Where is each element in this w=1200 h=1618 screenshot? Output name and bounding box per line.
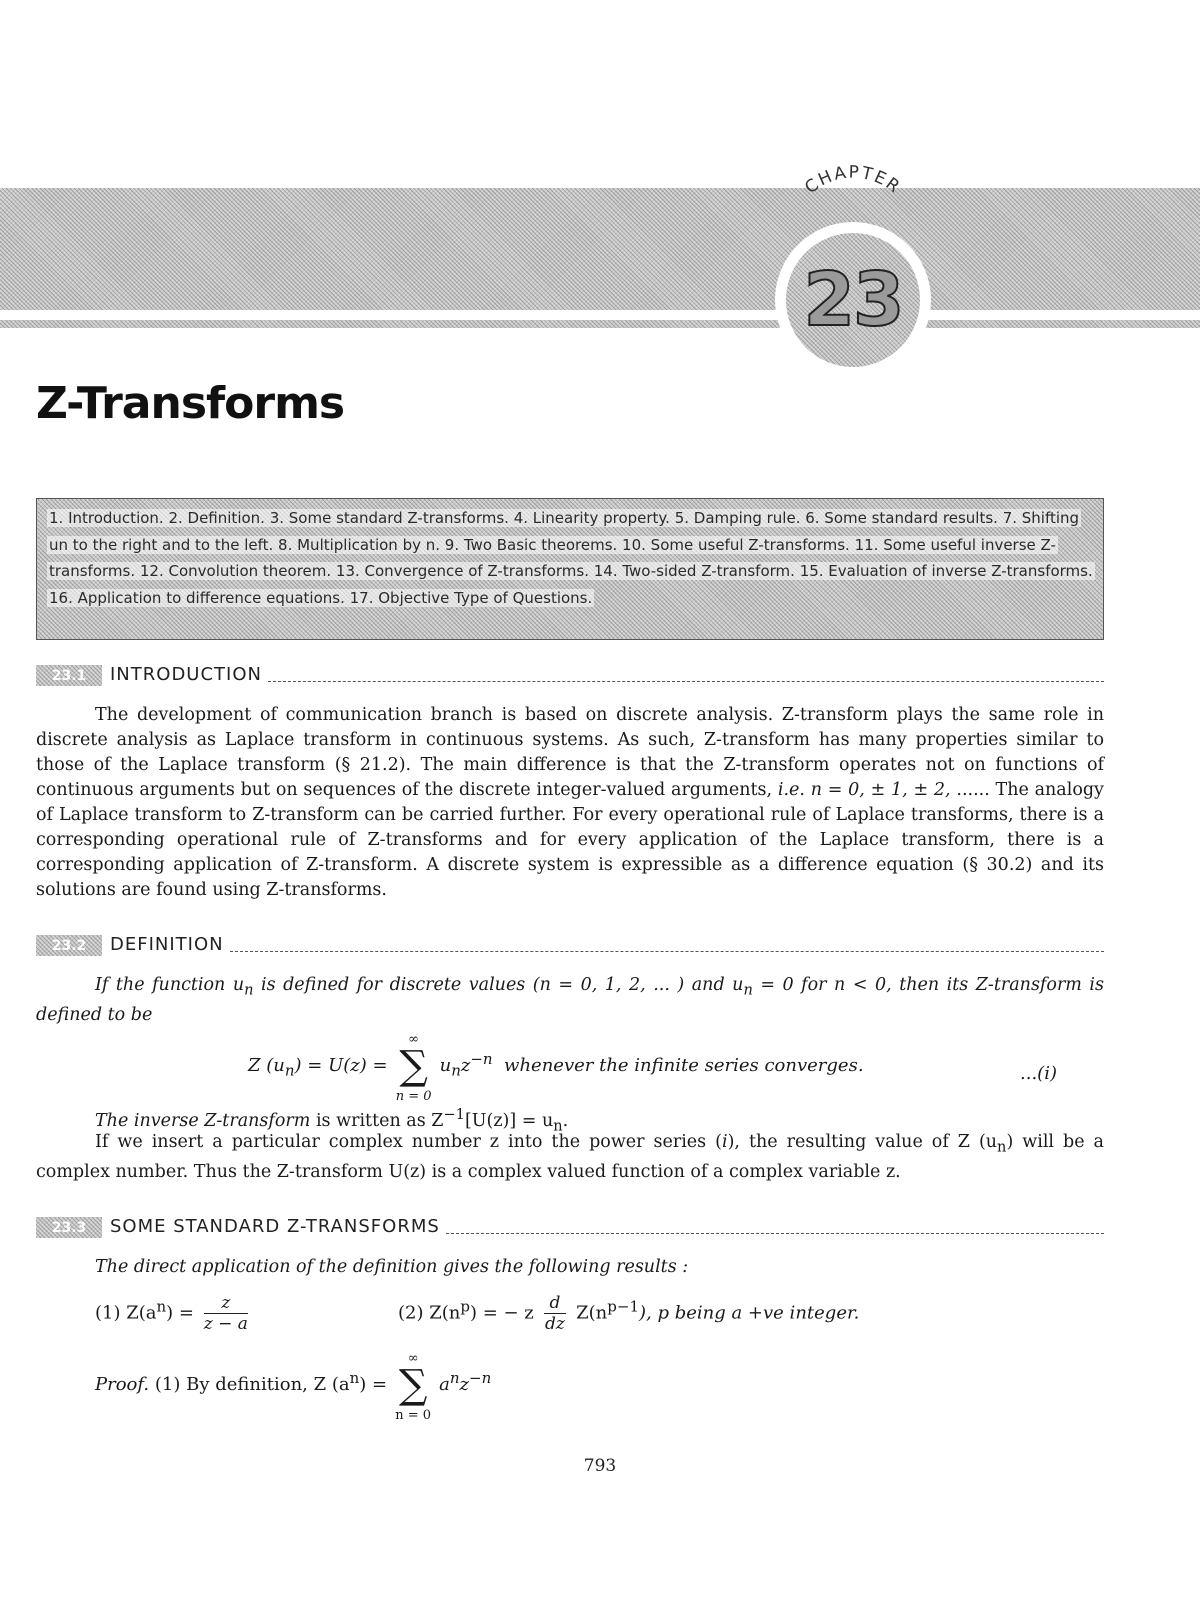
definition-statement: If the function $u_n$ is defined for discrete values (n = 0, 1, 2, ... ) and $u_n = 0$ for n < 0, then its Z-transform is defined to be [36,975,1104,1025]
svg-text:CHAPTER: CHAPTER [801,162,905,199]
section-title: INTRODUCTION [110,664,262,685]
section-heading-definition [36,928,1104,956]
derivative-fraction: $\frac{d}{dz}$ [545,1293,565,1334]
banner-rule [0,320,1200,328]
standard-result-2: (2) $Z(n^p)$ = − z $\frac{d}{dz}$ $Z(n^{p-1})$, p being a +ve integer. [398,1293,860,1334]
chapter-contents [36,498,1104,640]
chapter-title: Z-Transforms [36,378,345,429]
z-transform-definition-equation: Z $(u_n) = U(z)$ = ∞ ∑ n = 0 $u_nz^{-n}$ whenever the infinite series converges. [248,1032,864,1104]
section-number: 23.2 [36,935,102,956]
chapter-badge [786,233,920,367]
section-heading-introduction [36,658,1104,686]
contents-text: 1. Introduction. 2. Definition. 3. Some standard Z-transforms. 4. Linearity property. 5. Damping rule. 6. Some standard results. 7. Shifting un to the right and to the left. 8. Multiplication by n. 9. Two Basic theorems. 10. Some useful Z-transforms. 11. Some useful inverse Z-transforms. 12. Convolution theorem. 13. Convergence of Z-transforms. 14. Two-sided Z-transform. 15. Evaluation of inverse Z-transforms. 16. Application to difference equations. 17. Objective Type of Questions. [49,509,1093,607]
chapter-banner [0,188,1200,310]
proof-line: Proof. (1) By definition, Z $(a^n)$ = ∞ ∑ n = 0 $a^nz^{-n}$ [95,1351,492,1423]
chapter-label [783,162,923,226]
complex-number-paragraph: If we insert a particular complex number z into the power series (i), the resulting value of Z $(u_n)$ will be a complex number. Thus the Z-transform U(z) is a complex valued function of a complex variable z. [36,1132,1104,1182]
standard-results-intro: The direct application of the definition gives the following results : [95,1257,689,1277]
introduction-paragraph: The development of communication branch is based on discrete analysis. Z-transform plays the same role in discrete analysis as Laplace transform in continuous systems. As such, Z-transform has many properties similar to those of the Laplace transform (§ 21.2). The main difference is that the Z-transform operates not on functions of continuous arguments but on sequences of the discrete integer-valued arguments, i.e. n = 0, ± 1, ± 2, ...... The analogy of Laplace transform to Z-transform can be carried further. For every operational rule of Laplace transforms, there is a corresponding operational rule of Z-transforms and for every application of the Laplace transform, there is a corresponding application of Z-transform. A discrete system is expressible as a difference equation (§ 30.2) and its solutions are found using Z-transforms. [36,705,1104,900]
chapter-number: 23 [803,257,903,343]
standard-result-1: (1) $Z(a^n)$ = $\frac{z}{z - a}$ [95,1293,248,1334]
fraction: $\frac{z}{z - a}$ [203,1293,248,1334]
section-heading-standard-z-transforms [36,1210,1104,1238]
section-number: 23.3 [36,1217,102,1238]
section-title: SOME STANDARD Z-TRANSFORMS [110,1216,440,1237]
section-rule [446,1233,1104,1234]
summation-symbol: ∞ ∑ n = 0 [395,1351,432,1423]
section-rule [268,681,1104,682]
section-rule [230,951,1104,952]
summation-symbol: ∞ ∑ n = 0 [395,1032,432,1104]
inverse-transform-line: The inverse Z-transform is written as $Z^{-1}[U(z)] = u_n$. [95,1106,569,1135]
section-number: 23.1 [36,665,102,686]
equation-label: ...(i) [1020,1063,1057,1084]
section-title: DEFINITION [110,934,224,955]
page-number: 793 [583,1456,617,1476]
